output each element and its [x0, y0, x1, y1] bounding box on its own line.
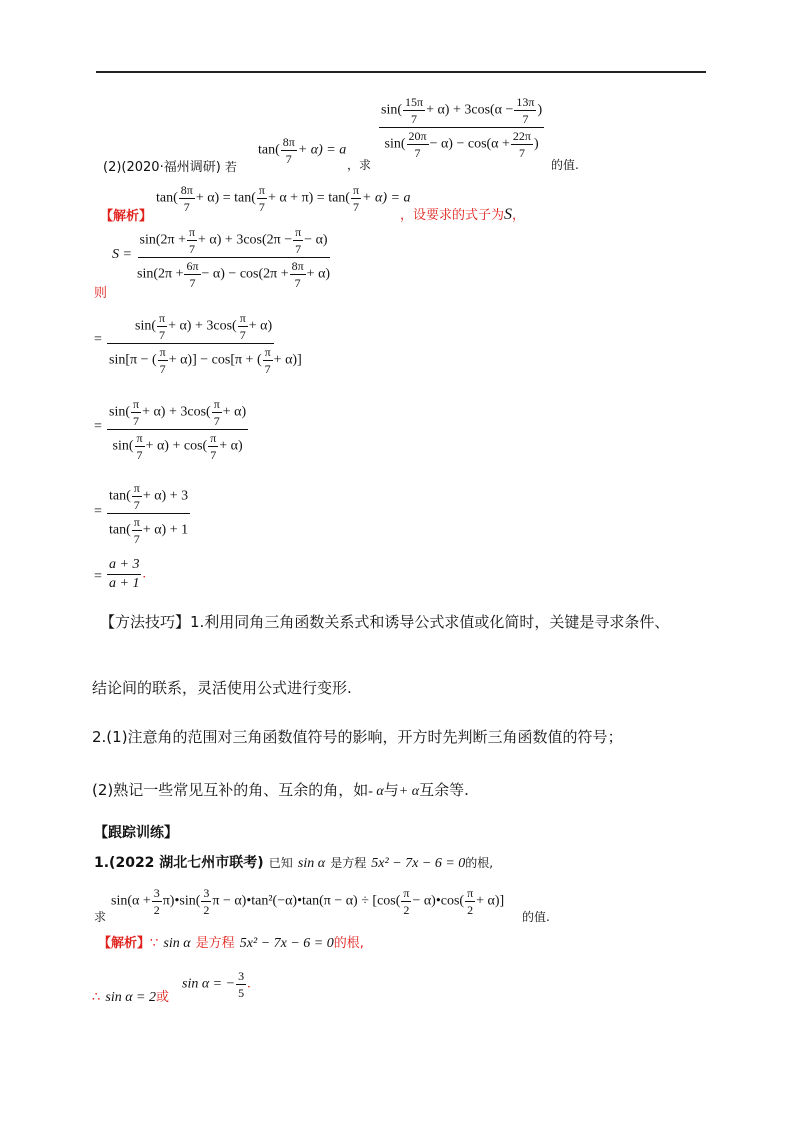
value-of-text: 的值. [551, 158, 579, 172]
step1-equals: = [94, 332, 102, 347]
step3-numerator [107, 482, 190, 514]
st2n-b: + α) + 3cos( [142, 404, 211, 420]
st1d-frac2 [263, 346, 273, 375]
tips-line-3: 2.(1)注意角的范围对三角函数值符号的影响，开方时先判断三角函数值的符号； [92, 728, 623, 746]
step4-period: . [142, 566, 146, 582]
st3d-frac [132, 516, 142, 545]
s-fraction [134, 226, 333, 289]
q1e-a: sin(α + [111, 893, 151, 909]
sd-f2n: 8π [291, 259, 304, 273]
st2n-frac2 [212, 398, 222, 427]
q1-label: 1.(2022 湖北七州市联考) [94, 855, 264, 871]
q1e-d: − α)•cos( [412, 893, 465, 909]
sd-c: + α) [306, 266, 331, 282]
step2-fraction [106, 398, 249, 461]
q1e-f1n: 3 [153, 886, 160, 900]
big-fraction [379, 96, 544, 159]
st1n-b: + α) + 3cos( [168, 318, 237, 334]
q1-find: 求 [94, 910, 107, 924]
bd-f2n: 22π [512, 129, 531, 143]
q1-sol-root-end: 的根, [333, 936, 364, 951]
q1-known: 已知 [268, 856, 293, 870]
step3-big-fraction [107, 482, 190, 545]
sd-a: sin(2π + [137, 266, 184, 282]
s-numerator [138, 226, 330, 258]
s1-f3d: 7 [353, 200, 360, 214]
q1-equation: 5x² − 7x − 6 = 0 [371, 856, 466, 871]
bn-frac2 [514, 96, 536, 125]
problem-source: (2)(2020·福州调研) [103, 160, 221, 175]
st1n-frac1 [157, 312, 167, 341]
q1-value: 的值. [522, 910, 550, 924]
tips-line-2: 结论间的联系，灵活使用公式进行变形. [92, 679, 352, 697]
s1-frac2 [257, 184, 267, 213]
sd-frac1 [184, 260, 200, 289]
q1e-f2d: 2 [203, 903, 210, 917]
st2n-gd: 7 [213, 414, 220, 428]
st2d-fd: 7 [136, 448, 143, 462]
st1n-a: sin( [135, 318, 156, 334]
st3d-fn: π [133, 515, 140, 529]
step4-equals: = [94, 569, 102, 584]
step2-equals: = [94, 419, 102, 434]
step4-frac [107, 558, 141, 591]
s-equals: S = [112, 247, 132, 262]
step3-denominator [107, 514, 190, 545]
st1d-gd: 7 [264, 362, 271, 376]
st1n-fd: 7 [159, 328, 166, 342]
result-b-frac [236, 970, 246, 999]
st2n-fd: 7 [133, 414, 140, 428]
big-fraction-denominator [383, 128, 541, 159]
tips-line-4 [92, 779, 469, 800]
q1e-f3n: π [403, 886, 410, 900]
st2d-frac2 [208, 432, 218, 461]
sn-f1n: π [188, 225, 196, 239]
step1-fraction [106, 312, 305, 375]
st3d-a: tan( [109, 522, 131, 538]
q1-solution-line [98, 932, 364, 951]
sd-f2d: 7 [294, 276, 301, 290]
q1-sin: sin α [297, 856, 326, 871]
s1-f3n: π [352, 183, 360, 197]
then-text: 则 [94, 286, 108, 301]
result-b-num: 3 [238, 969, 245, 983]
therefore-symbol: ∴ [92, 990, 101, 1005]
st2n-fn: π [133, 397, 140, 411]
problem-if: 若 [224, 160, 237, 174]
st1d-a: sin[π − ( [109, 352, 157, 368]
st3d-fd: 7 [133, 532, 140, 546]
tips-line-1: 【方法技巧】1.利用同角三角函数关系式和诱导公式求值或化简时，关键是寻求条件、 [100, 613, 670, 631]
q1e-f1d: 2 [153, 903, 160, 917]
sn-frac1 [187, 226, 197, 255]
bd-f2d: 7 [518, 146, 525, 160]
bd-f1d: 7 [414, 146, 421, 160]
sn-frac2 [293, 226, 303, 255]
bd-a: sin( [384, 136, 406, 152]
st2d-frac1 [135, 432, 145, 461]
q1e-c: π − α)•tan²(−α)•tan(π − α) ÷ [cos( [212, 893, 401, 909]
st1n-gd: 7 [239, 328, 246, 342]
step2-numerator [107, 398, 248, 430]
sn-f2n: π [295, 225, 302, 239]
q1-root-end: 的根, [465, 856, 494, 870]
q1-sol-sin: sin α [163, 936, 191, 951]
bn-f1d: 7 [411, 112, 418, 126]
solution-note [400, 204, 525, 223]
because-symbol: ∵ [150, 936, 159, 951]
header-rule [96, 71, 706, 73]
q1e-e: + α)] [476, 893, 505, 909]
q1-is-root: 是方程 [330, 856, 367, 870]
st1n-c: + α) [248, 318, 273, 334]
step2-denominator [111, 430, 245, 461]
given-equation [258, 136, 346, 165]
st2d-gd: 7 [210, 448, 217, 462]
solution-note-end: ， [512, 208, 526, 223]
step1-denominator [107, 344, 304, 375]
s1-b: + α) = tan( [195, 190, 256, 206]
q1-result-line [92, 986, 169, 1005]
st2d-a: sin( [112, 438, 134, 454]
step3-fraction [106, 482, 191, 545]
result-b-end: . [247, 976, 251, 992]
sn-c: − α) [304, 232, 328, 248]
solution-note-s: S [504, 206, 513, 223]
bd-frac2 [511, 130, 533, 159]
given-lhs: tan( [258, 142, 280, 158]
st2n-frac1 [131, 398, 141, 427]
result-or: 或 [156, 990, 170, 1005]
bn-c: ) [537, 102, 543, 118]
result-b [182, 970, 251, 999]
step4-den: a + 1 [109, 576, 140, 591]
st1n-gn: π [239, 311, 246, 325]
tips-line-4-m2: + α [398, 784, 420, 799]
q1-sol-equation: 5x² − 7x − 6 = 0 [239, 936, 334, 951]
practice-q1-line1 [94, 852, 493, 872]
bn-f2n: 13π [516, 95, 535, 109]
step4-num: a + 3 [107, 558, 141, 575]
st2n-gn: π [213, 397, 220, 411]
solution-first-equation [156, 184, 410, 213]
st1d-b: + α)] − cos[π + ( [168, 352, 262, 368]
sn-a: sin(2π + [139, 232, 186, 248]
sd-frac2 [290, 260, 306, 289]
st3d-b: + α) + 1 [142, 522, 189, 538]
sd-f1n: 6π [186, 259, 199, 273]
bn-f1n: 15π [405, 95, 424, 109]
given-frac-num: 8π [282, 135, 295, 149]
q1e-f3d: 2 [403, 903, 410, 917]
step2-big-fraction [107, 398, 248, 461]
q1e-frac3 [401, 887, 411, 916]
bn-a: sin( [381, 102, 402, 118]
st2n-c: + α) [222, 404, 247, 420]
q1-expression [111, 887, 504, 916]
st3n-b: + α) + 3 [142, 488, 189, 504]
bn-f2d: 7 [522, 112, 529, 126]
st1n-frac2 [238, 312, 248, 341]
result-b-text: sin α = − [182, 976, 236, 992]
step4-fraction [106, 558, 146, 591]
step3-equals: = [94, 504, 102, 519]
st1d-gn: π [264, 345, 271, 359]
result-a: sin α = 2 [105, 990, 157, 1005]
q1-sol-is-root: 是方程 [195, 936, 235, 951]
bd-b: − α) − cos(α + [429, 136, 510, 152]
sn-b: + α) + 3cos(2π − [198, 232, 293, 248]
s-big-fraction [135, 226, 332, 289]
sd-b: − α) − cos(2π + [201, 266, 289, 282]
result-b-den: 5 [238, 986, 245, 1000]
s1-frac3 [351, 184, 361, 213]
bn-b: + α) + 3cos(α − [426, 102, 514, 118]
st2n-a: sin( [109, 404, 130, 420]
s1-frac1 [179, 184, 195, 213]
s-denominator [135, 258, 332, 289]
solution-tag: 【解析】 [100, 209, 153, 224]
tips-line-4-m1: - α [368, 784, 384, 799]
bn-frac1 [403, 96, 425, 125]
given-frac-den: 7 [285, 152, 292, 166]
step1-numerator [107, 312, 274, 344]
q1e-f2n: 3 [203, 886, 210, 900]
st1d-fn: π [159, 345, 166, 359]
st3n-a: tan( [109, 488, 131, 504]
st1d-fd: 7 [159, 362, 166, 376]
q1e-frac2 [201, 887, 211, 916]
sn-f2d: 7 [295, 242, 302, 256]
st2d-b: + α) + cos( [145, 438, 208, 454]
st1d-c: + α)] [273, 352, 302, 368]
big-fraction-numerator [379, 96, 544, 128]
step1-big-fraction [107, 312, 304, 375]
solution-note-text: ，设要求的式子为 [400, 208, 505, 223]
q1-solution-tag: 【解析】 [98, 936, 151, 951]
practice-title: 【跟踪训练】 [94, 825, 178, 841]
q1e-frac4 [465, 887, 475, 916]
st2d-c: + α) [219, 438, 243, 454]
tips-line-4-a: (2)熟记一些常见互补的角、互余的角，如 [92, 781, 369, 799]
st3n-frac [132, 482, 142, 511]
given-rhs: + α) = a [297, 142, 347, 158]
st1n-fn: π [159, 311, 166, 325]
problem-label [103, 156, 237, 175]
s1-c: + α + π) = tan( [267, 190, 350, 206]
tips-line-4-b: 与 [383, 781, 399, 799]
s1-f1n: 8π [180, 183, 193, 197]
q1e-f4d: 2 [467, 903, 474, 917]
bd-frac1 [407, 130, 429, 159]
st3n-fn: π [133, 481, 140, 495]
st2d-fn: π [136, 431, 143, 445]
bd-c: ) [533, 136, 539, 152]
q1e-b: π)•sin( [162, 893, 201, 909]
given-fraction [281, 136, 297, 165]
q1e-frac1 [152, 887, 162, 916]
s1-f2d: 7 [258, 200, 265, 214]
sn-f1d: 7 [189, 242, 195, 256]
st3n-fd: 7 [133, 498, 140, 512]
find-text: ，求 [347, 158, 372, 172]
s1-f2n: π [258, 183, 265, 197]
problem-big-fraction [378, 96, 545, 159]
bd-f1n: 20π [408, 129, 427, 143]
q1e-f4n: π [467, 886, 474, 900]
tips-line-4-c: 互余等. [419, 781, 469, 799]
s1-a: tan( [156, 190, 178, 206]
st1d-frac1 [158, 346, 168, 375]
s1-d: + α) = a [362, 190, 411, 206]
s1-f1d: 7 [183, 200, 190, 214]
sd-f1d: 7 [189, 276, 196, 290]
st2d-gn: π [210, 431, 217, 445]
